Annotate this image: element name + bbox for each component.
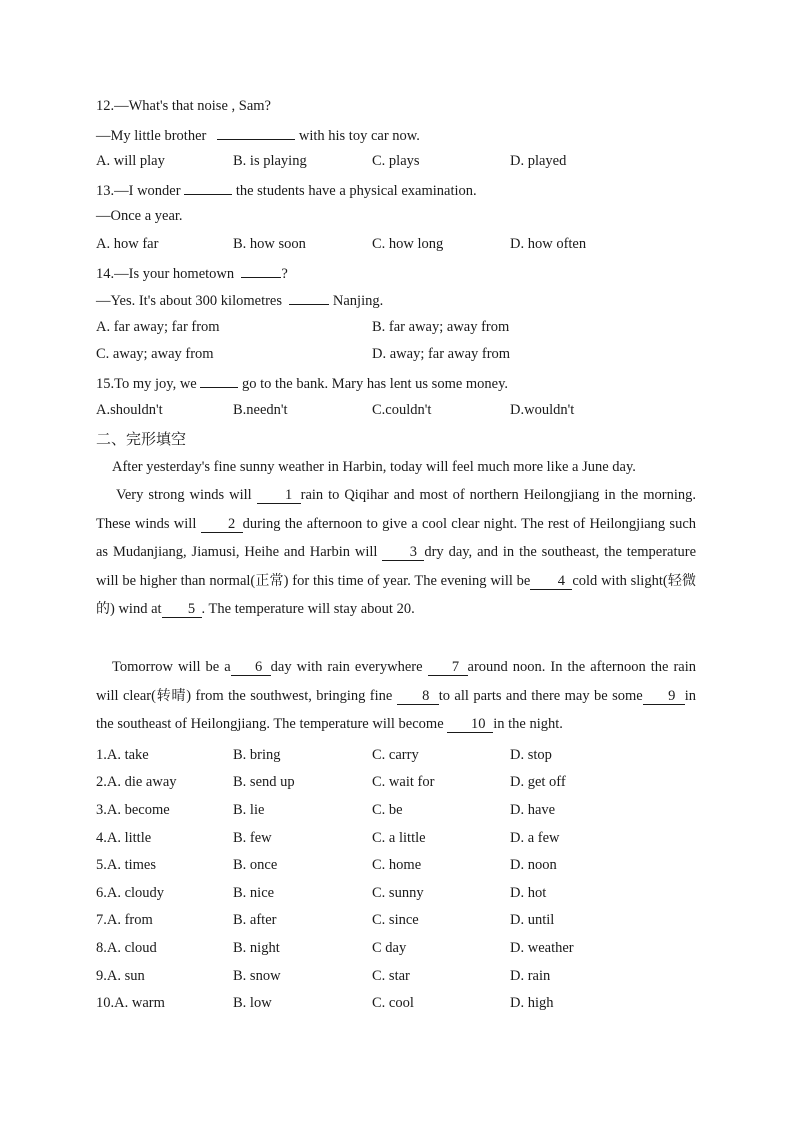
cloze-options-row [96, 884, 716, 902]
option-a: 8.A. cloud [96, 940, 157, 956]
option-c: C.couldn't [372, 402, 432, 418]
section-title: 二、完形填空 [96, 430, 187, 448]
option-b: B. is playing [233, 153, 307, 169]
option-b: B. low [233, 995, 272, 1011]
question-13-stem-pre: 13.—I wonder [96, 183, 181, 199]
passage-text: in the night. [493, 716, 563, 732]
cloze-blank-6: 6 [231, 659, 271, 676]
question-15-stem-pre: 15.To my joy, we [96, 376, 197, 392]
option-b: B. after [233, 912, 277, 928]
passage-text: during the afternoon to give a cool clear night. The rest of Heilongjiang such as Mudanjiang, Jiamusi, Heihe and Harbin will [96, 515, 697, 560]
option-a: A.shouldn't [96, 402, 163, 418]
cloze-options-row [96, 994, 716, 1012]
question-12-options [96, 152, 716, 170]
answer-blank [200, 373, 238, 388]
option-c: C. home [372, 857, 422, 873]
option-b: B. once [233, 857, 278, 873]
option-b: B. bring [233, 747, 281, 763]
passage-paragraph-2 [96, 481, 696, 624]
option-d: D. stop [510, 747, 552, 763]
passage-text: in the southeast of Heilongjiang. The temperature will become [96, 687, 696, 732]
passage-text: Very strong winds will [116, 487, 252, 503]
option-c: C. star [372, 968, 410, 984]
option-d: D. played [510, 153, 567, 169]
cloze-options-row [96, 911, 716, 929]
passage-text: to all parts and there may be some [438, 687, 643, 704]
option-c: C. cool [372, 995, 414, 1011]
option-c: C. sunny [372, 885, 424, 901]
question-14-options-row1 [96, 318, 716, 336]
option-a: A. far away; far from [96, 319, 220, 335]
passage-text: Tomorrow will be a [112, 659, 231, 675]
option-b: B. few [233, 830, 272, 846]
option-d: D. weather [510, 940, 574, 956]
question-14-options-row2 [96, 345, 716, 363]
option-d: D. a few [510, 830, 560, 846]
question-14-line2 [96, 290, 383, 310]
cloze-options-row [96, 939, 716, 957]
cloze-options-row [96, 773, 716, 791]
question-14-stem-pre: 14.—Is your hometown [96, 266, 235, 282]
cloze-blank-4: 4 [530, 573, 572, 590]
option-a: 4.A. little [96, 830, 152, 846]
option-d: D. get off [510, 774, 566, 790]
option-c: C. a little [372, 830, 426, 846]
option-d: D. away; far away from [372, 346, 511, 362]
question-12-line2 [96, 125, 420, 145]
option-b: B. snow [233, 968, 281, 984]
option-b: B. send up [233, 774, 295, 790]
passage-text: . The temperature will stay about 20. [201, 601, 415, 617]
option-d: D. hot [510, 885, 547, 901]
passage-text: ) from the southwest, bringing fine [186, 687, 393, 704]
cloze-blank-5: 5 [162, 601, 202, 618]
passage-text: cold with slight( [572, 572, 668, 589]
question-12-line2-post: with his toy car now. [298, 128, 420, 144]
cloze-blank-8: 8 [397, 688, 439, 705]
passage-text: rain to Qiqihar and most of northern Heilongjiang in the morning. These winds will [96, 487, 696, 532]
cloze-options-row [96, 967, 716, 985]
question-13-line2: —Once a year. [96, 208, 183, 224]
passage-paragraph-1: After yesterday's fine sunny weather in Harbin, today will feel much more like a June day. [112, 459, 636, 475]
option-c: C. since [372, 912, 419, 928]
option-b: B.needn't [233, 402, 288, 418]
cloze-options-row [96, 829, 716, 847]
passage-text: ) for this time of year. The evening will be [283, 572, 531, 589]
chinese-gloss-slight: 轻微的 [96, 572, 696, 617]
option-b: B. nice [233, 885, 275, 901]
question-12-stem: 12.—What's that noise , Sam? [96, 98, 271, 114]
question-14-stem-post: ? [281, 266, 288, 282]
question-14-line2-pre: —Yes. It's about 300 kilometres [96, 293, 283, 309]
cloze-blank-9: 9 [643, 688, 685, 705]
option-a: 7.A. from [96, 912, 153, 928]
cloze-blank-2: 2 [201, 516, 243, 533]
question-12-line2-pre: —My little brother [96, 128, 207, 144]
option-d: D. noon [510, 857, 557, 873]
option-d: D. how often [510, 236, 587, 252]
option-d: D. have [510, 802, 556, 818]
option-c: C. wait for [372, 774, 435, 790]
option-a: A. will play [96, 153, 165, 169]
option-c: C. carry [372, 747, 419, 763]
option-a: 6.A. cloudy [96, 885, 165, 901]
passage-text: around noon. In the afternoon the rain will clear( [96, 659, 697, 704]
option-b: B. how soon [233, 236, 306, 252]
question-14-stem [96, 263, 288, 283]
answer-blank [184, 180, 232, 195]
cloze-blank-3: 3 [382, 544, 424, 561]
cloze-options-row [96, 746, 716, 764]
cloze-options-row [96, 801, 716, 819]
passage-text: ) wind at [110, 601, 162, 617]
passage-text: day with rain everywhere [270, 659, 423, 675]
option-a: 1.A. take [96, 747, 149, 763]
option-d: D. high [510, 995, 554, 1011]
question-13-stem [96, 180, 477, 200]
option-a: A. how far [96, 236, 159, 252]
option-c: C. away; away from [96, 346, 214, 362]
option-d: D.wouldn't [510, 402, 575, 418]
question-15-stem-post: go to the bank. Mary has lent us some money. [242, 376, 509, 392]
option-c: C. how long [372, 236, 444, 252]
option-d: D. rain [510, 968, 551, 984]
chinese-gloss-normal: 正常 [255, 572, 284, 589]
option-a: 9.A. sun [96, 968, 145, 984]
passage-text: dry day, and in the southeast, the temperature will be higher than normal( [96, 544, 697, 589]
option-b: B. night [233, 940, 280, 956]
cloze-options-row [96, 856, 716, 874]
cloze-blank-7: 7 [428, 659, 468, 676]
cloze-blank-1: 1 [257, 487, 301, 504]
answer-blank [241, 263, 281, 278]
question-15-stem [96, 373, 508, 393]
chinese-gloss-clear: 转晴 [155, 687, 187, 704]
question-13-options [96, 235, 716, 253]
option-a: 3.A. become [96, 802, 170, 818]
option-c: C. plays [372, 153, 420, 169]
option-a: 5.A. times [96, 857, 157, 873]
answer-blank [217, 125, 295, 140]
option-b: B. lie [233, 802, 265, 818]
option-d: D. until [510, 912, 555, 928]
question-14-line2-post: Nanjing. [332, 293, 384, 309]
answer-blank [289, 290, 329, 305]
question-15-options [96, 401, 716, 419]
option-a: 10.A. warm [96, 995, 165, 1011]
option-b: B. far away; away from [372, 319, 510, 335]
passage-paragraph-3 [96, 653, 696, 739]
option-c: C day [372, 940, 407, 956]
option-c: C. be [372, 802, 403, 818]
question-13-stem-post: the students have a physical examination. [235, 183, 477, 199]
cloze-blank-10: 10 [447, 716, 493, 733]
option-a: 2.A. die away [96, 774, 177, 790]
